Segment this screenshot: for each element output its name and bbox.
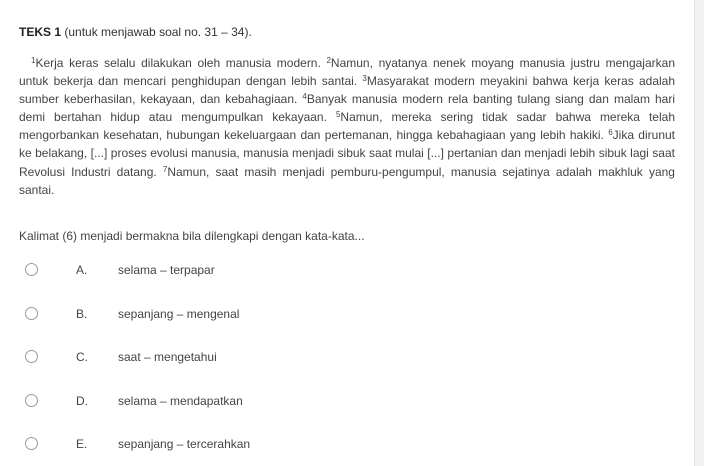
option-text: selama – mendapatkan [118, 394, 243, 408]
sentence-text: Namun, mereka sering tidak sadar bahwa mereka telah mengorbankan kesehatan, hubungan kekeluargaan dan pertemanan, hingga kebahagiaan yang lebih hakiki. [19, 110, 675, 143]
answer-option-c[interactable] [0, 348, 695, 368]
sentence-number: 6 [608, 128, 613, 138]
option-letter: A. [76, 263, 88, 277]
sentence-text: Jika dirunut ke belakang, [...] proses evolusi manusia, manusia menjadi sibuk saat mulai [...] pertanian dan menjadi lebih sibuk lagi saat Revolusi Industri datang. [19, 128, 675, 179]
sentence-number: 3 [362, 74, 367, 84]
sentence-number: 2 [326, 56, 331, 65]
sentence-number: 5 [335, 110, 341, 120]
reading-passage [19, 54, 675, 199]
radio-button-icon[interactable] [25, 307, 38, 320]
sentence-text: Namun, nyatanya nenek moyang manusia justru mengajarkan untuk bekerja dan mencari penghidupan dengan lebih santai. [19, 56, 675, 89]
sentence-text: Masyarakat modern meyakini bahwa kerja keras adalah sumber keberhasilan, kekayaan, dan kebahagiaan. [19, 74, 676, 107]
sentence-number: 4 [302, 92, 307, 102]
option-letter: E. [76, 437, 88, 451]
radio-button-icon[interactable] [25, 263, 38, 276]
option-text: sepanjang – mengenal [118, 307, 240, 321]
option-letter: B. [76, 307, 88, 321]
answer-option-d[interactable] [0, 392, 695, 412]
text-heading-instruction: (untuk menjawab soal no. 31 – 34). [61, 25, 252, 39]
option-text: saat – mengetahui [118, 350, 217, 364]
text-heading-label: TEKS 1 [19, 25, 62, 39]
option-letter: C. [76, 350, 88, 364]
question-prompt: Kalimat (6) menjadi bermakna bila dilengkapi dengan kata-kata... [19, 229, 365, 243]
radio-button-icon[interactable] [25, 437, 38, 450]
sentence-number: 1 [31, 56, 36, 65]
sentence-text: Kerja keras selalu dilakukan oleh manusia modern. [35, 56, 327, 70]
radio-button-icon[interactable] [25, 350, 38, 363]
option-text: sepanjang – tercerahkan [118, 437, 251, 451]
text-heading [19, 24, 252, 40]
option-letter: D. [76, 394, 88, 408]
answer-option-e[interactable] [0, 435, 695, 455]
option-text: selama – terpapar [118, 263, 215, 277]
sentence-number: 7 [162, 164, 168, 174]
radio-button-icon[interactable] [25, 394, 38, 407]
sentence-text: Banyak manusia modern rela banting tulang siang dan malam hari demi bertahan hidup atau mengumpulkan kekayaan. [19, 92, 675, 125]
answer-option-b[interactable] [0, 305, 695, 325]
sentence-text: Namun, saat masih menjadi pemburu-pengumpul, manusia sejatinya adalah makhluk yang santai. [19, 164, 675, 197]
answer-option-a[interactable] [0, 261, 695, 281]
